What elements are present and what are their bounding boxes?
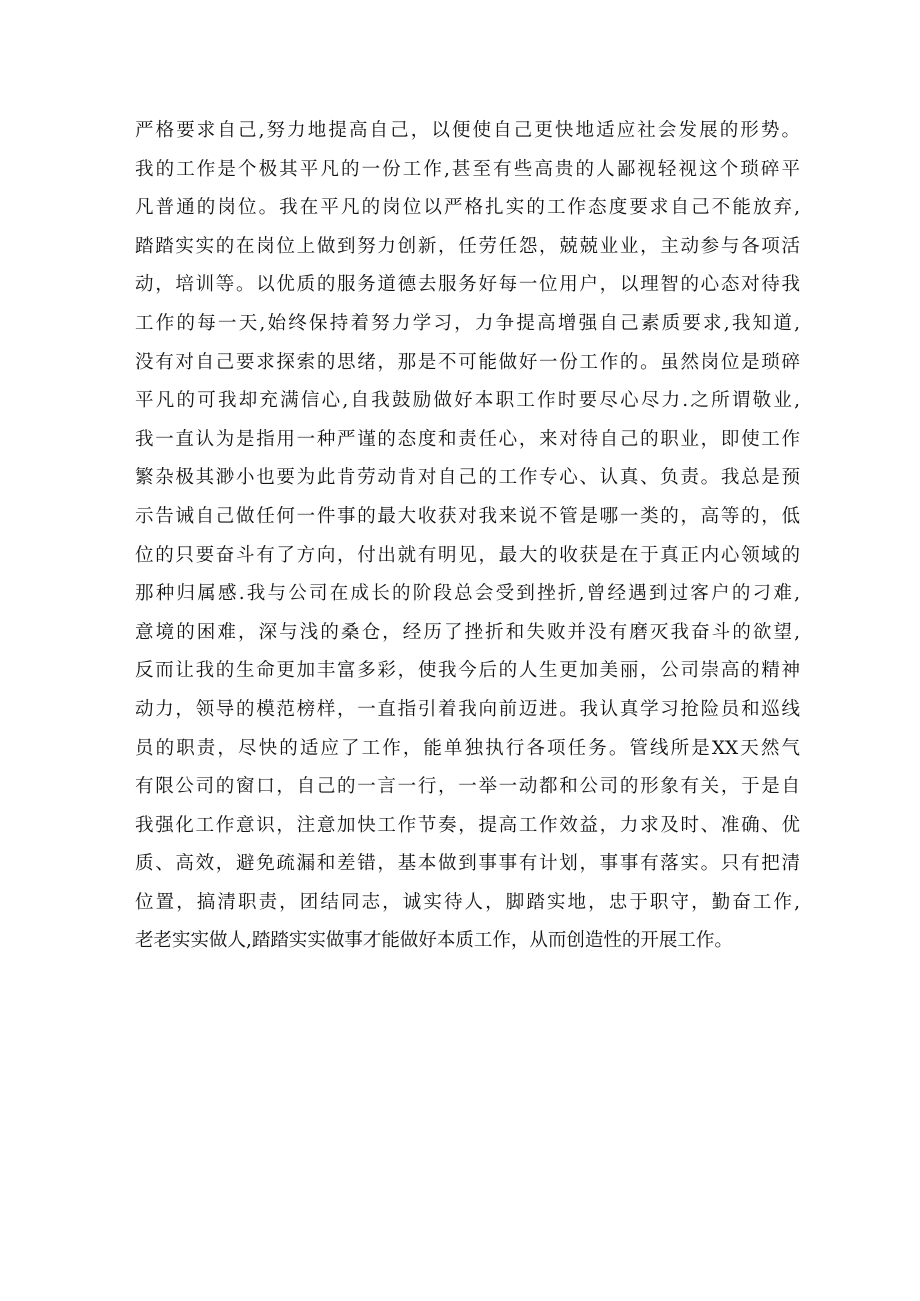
text-line: 平凡的可我却充满信心,自我鼓励做好本职工作时要尽心尽力.之所谓敬业, — [135, 390, 800, 412]
text-line: 繁杂极其渺小也要为此肯劳动肯对自己的工作专心、认真、负责。我总是预 — [135, 467, 800, 489]
text-line: 有限公司的窗口，自己的一言一行，一举一动都和公司的形象有关，于是自 — [135, 776, 800, 798]
text-line: 员的职责，尽快的适应了工作，能单独执行各项任务。管线所是XX天然气 — [135, 737, 800, 759]
text-line: 动，培训等。以优质的服务道德去服务好每一位用户，以理智的心态对待我 — [135, 274, 800, 296]
text-line: 凡普通的岗位。我在平凡的岗位以严格扎实的工作态度要求自己不能放弃, — [135, 197, 800, 219]
text-line: 踏踏实实的在岗位上做到努力创新，任劳任怨，兢兢业业，主动参与各项活 — [135, 235, 800, 257]
text-line: 示告诫自己做任何一件事的最大收获对我来说不管是哪一类的，高等的，低 — [135, 505, 800, 527]
text-line: 严格要求自己,努力地提高自己，以便使自己更快地适应社会发展的形势。 — [135, 120, 800, 141]
text-line: 工作的每一天,始终保持着努力学习，力争提高增强自己素质要求,我知道, — [135, 312, 800, 334]
text-line: 位的只要奋斗有了方向，付出就有明见，最大的收获是在于真正内心领域的 — [135, 544, 800, 566]
text-line: 我强化工作意识，注意加快工作节奏，提高工作效益，力求及时、准确、优 — [135, 814, 800, 836]
body-paragraph — [135, 112, 800, 961]
text-line: 没有对自己要求探索的思绪，那是不可能做好一份工作的。虽然岗位是琐碎 — [135, 351, 800, 373]
text-line: 动力，领导的模范榜样，一直指引着我向前迈进。我认真学习抢险员和巡线 — [135, 698, 800, 720]
text-line: 老老实实做人,踏踏实实做事才能做好本质工作，从而创造性的开展工作。 — [135, 930, 733, 952]
text-line: 位置，搞清职责，团结同志，诚实待人，脚踏实地，忠于职守，勤奋工作, — [135, 891, 800, 913]
text-line: 我一直认为是指用一种严谨的态度和责任心，来对待自己的职业，即使工作 — [135, 428, 800, 450]
text-line: 那种归属感.我与公司在成长的阶段总会受到挫折,曾经遇到过客户的刁难, — [135, 583, 800, 605]
text-line: 反而让我的生命更加丰富多彩，使我今后的人生更加美丽，公司崇高的精神 — [135, 660, 800, 682]
text-line: 质、高效，避免疏漏和差错，基本做到事事有计划，事事有落实。只有把清 — [135, 853, 800, 875]
text-line: 我的工作是个极其平凡的一份工作,甚至有些高贵的人鄙视轻视这个琐碎平 — [135, 158, 800, 180]
text-line: 意境的困难，深与浅的桑仓，经历了挫折和失败并没有磨灭我奋斗的欲望, — [135, 621, 800, 643]
